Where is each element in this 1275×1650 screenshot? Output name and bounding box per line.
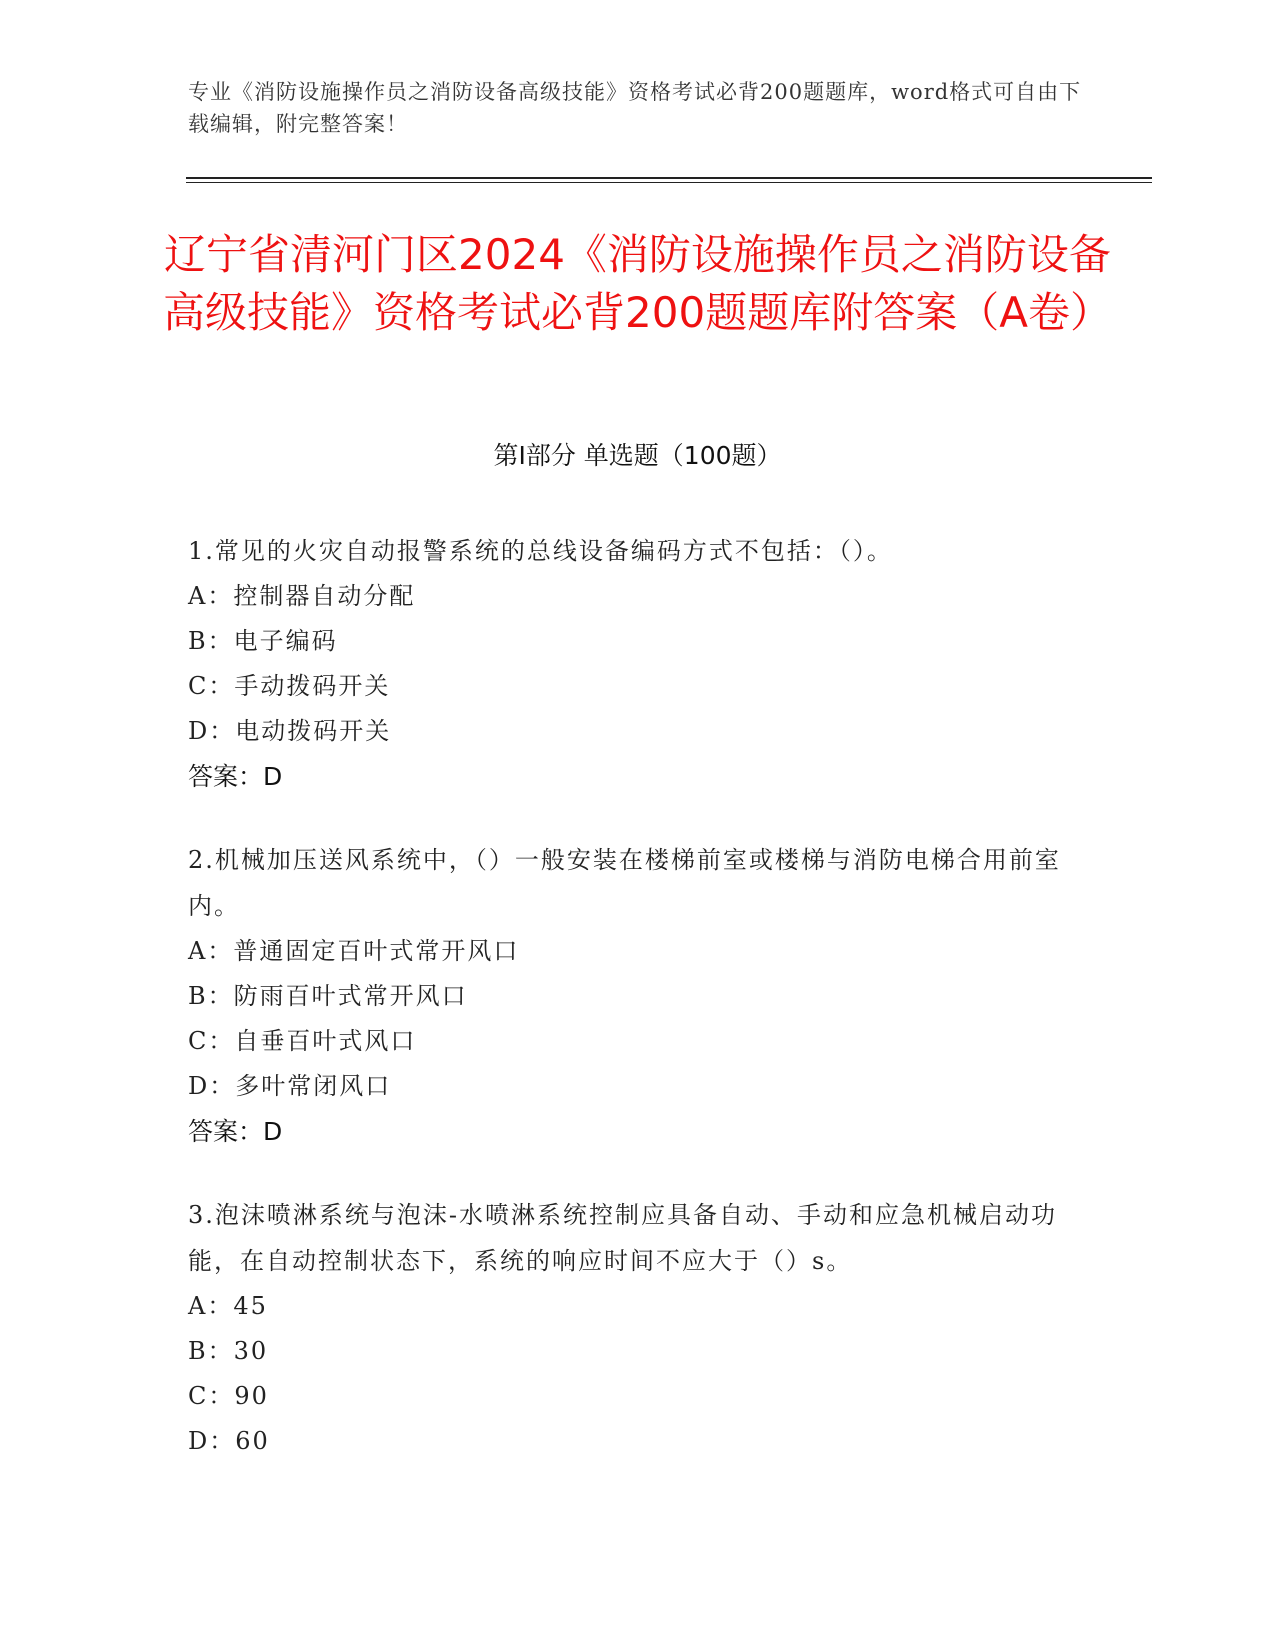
option-b: B：30	[188, 1337, 269, 1365]
option-d: D：多叶常闭风口	[188, 1072, 392, 1100]
header-divider-thick	[186, 177, 1152, 179]
question-stem: 3.泡沫喷淋系统与泡沫-水喷淋系统控制应具备自动、手动和应急机械启动功能，在自动控制状态下，系统的响应时间不应大于（）s。	[188, 1201, 1058, 1275]
question-2	[188, 837, 1088, 1154]
option-b: B：防雨百叶式常开风口	[188, 982, 468, 1010]
question-3	[188, 1192, 1088, 1464]
section-title: 第I部分 单选题（100题）	[493, 441, 782, 470]
answer: 答案：D	[188, 762, 283, 791]
header-note: 专业《消防设施操作员之消防设备高级技能》资格考试必背200题题库，word格式可自由下载编辑，附完整答案！	[188, 80, 1082, 136]
option-c: C：90	[188, 1382, 269, 1410]
option-d: D：电动拨码开关	[188, 717, 392, 745]
option-b: B：电子编码	[188, 627, 338, 655]
document-title: 辽宁省清河门区2024《消防设施操作员之消防设备高级技能》资格考试必背200题题库附答案（A卷）	[163, 230, 1112, 337]
option-a: A：45	[188, 1292, 268, 1320]
question-stem: 2.机械加压送风系统中，（）一般安装在楼梯前室或楼梯与消防电梯合用前室内。	[188, 846, 1061, 920]
option-c: C：手动拨码开关	[188, 672, 391, 700]
option-a: A：控制器自动分配	[188, 582, 416, 610]
option-d: D：60	[188, 1427, 270, 1455]
answer: 答案：D	[188, 1117, 283, 1146]
option-a: A：普通固定百叶式常开风口	[188, 937, 520, 965]
header-divider-thin	[186, 182, 1152, 183]
option-c: C：自垂百叶式风口	[188, 1027, 417, 1055]
question-list	[188, 528, 1088, 1502]
question-1	[188, 528, 1088, 799]
question-stem: 1.常见的火灾自动报警系统的总线设备编码方式不包括：（）。	[188, 537, 893, 565]
